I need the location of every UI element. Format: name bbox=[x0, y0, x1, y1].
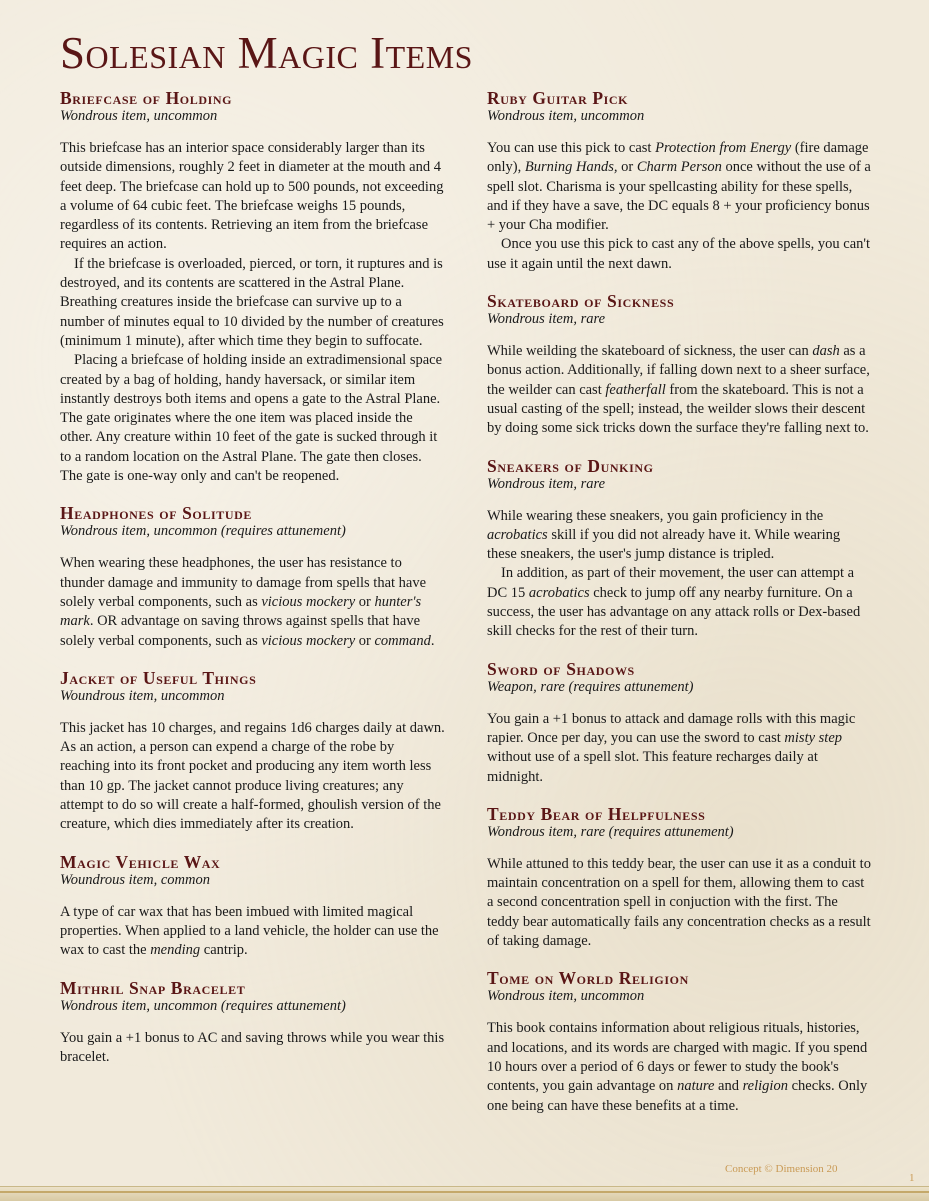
item-name: Teddy Bear of Helpfulness bbox=[487, 803, 706, 824]
item-description bbox=[487, 507, 872, 642]
item-description bbox=[60, 1029, 445, 1068]
item-type: Weapon, rare (requires attunement) bbox=[487, 678, 694, 695]
item-description bbox=[487, 710, 872, 787]
left-column bbox=[60, 88, 445, 1067]
paragraph: Once you use this pick to cast any of the above spells, you can't use it again until the next dawn. bbox=[487, 236, 871, 272]
paragraph: When wearing these headphones, the user has resistance to thunder damage and immunity to damage from spells that have solely verbal components, such as vicious mockery or hunter's mark. OR advantage on saving throws against spells that have solely verbal components, such as vicious mockery or command. bbox=[60, 555, 435, 649]
footer-credit: Concept © Dimension 20 bbox=[725, 1163, 838, 1175]
paragraph: In addition, as part of their movement, the user can attempt a DC 15 acrobatics check to jump off any nearby furniture. On a success, the user has advantage on any attack rolls or Dex-based skill checks for the rest of their turn. bbox=[487, 565, 861, 640]
item-ruby-guitar-pick bbox=[487, 88, 872, 274]
item-skateboard-of-sickness bbox=[487, 291, 872, 438]
paragraph: While weilding the skateboard of sickness, the user can dash as a bonus action. Additionally, if falling down next to a sheer surface, the weilder can cast featherfall from the skateboard. This is not a usual casting of the spell; instead, the weilder slows their descent by doing some sick tricks down the surface they're falling next to. bbox=[487, 343, 870, 437]
item-sword-of-shadows bbox=[487, 659, 872, 787]
item-briefcase-of-holding bbox=[60, 88, 445, 486]
item-description bbox=[60, 554, 445, 650]
paragraph: You can use this pick to cast Protection from Energy (fire damage only), Burning Hands, or Charm Person once without the use of a spell slot. Charisma is your spellcasting ability for these spells, and if they have a save, the DC equals 8 + your proficiency bonus + your Cha modifier. bbox=[487, 140, 871, 234]
item-description bbox=[487, 139, 872, 274]
paragraph: This book contains information about religious rituals, histories, and locations, and its words are charged with magic. If you spend 10 hours over a period of 6 days or fewer to study the book's contents, you gain advantage on nature and religion checks. Only one being can have these benefits at a time. bbox=[487, 1020, 868, 1114]
paragraph: This briefcase has an interior space considerably larger than its outside dimensions, roughly 2 feet in diameter at the mouth and 4 feet deep. The briefcase can hold up to 500 pounds, not exceeding a volume of 64 cubic feet. The briefcase weighs 15 pounds, regardless of its contents. Retrieving an item from the briefcase requires an action. bbox=[60, 140, 444, 253]
item-name: Briefcase of Holding bbox=[60, 88, 233, 108]
paragraph: You gain a +1 bonus to AC and saving throws while you wear this bracelet. bbox=[60, 1029, 445, 1065]
item-type: Wondrous item, rare (requires attunement) bbox=[487, 823, 734, 840]
item-type: Wondrous item, uncommon (requires attunement) bbox=[60, 997, 346, 1014]
item-name: Mithril Snap Bracelet bbox=[60, 977, 246, 998]
item-magic-vehicle-wax bbox=[60, 852, 445, 961]
item-type: Wondrous item, rare bbox=[487, 475, 606, 492]
page-number: 1 bbox=[909, 1172, 915, 1184]
item-type: Woundrous item, uncommon bbox=[60, 687, 225, 704]
item-name: Magic Vehicle Wax bbox=[60, 851, 221, 872]
paragraph: A type of car wax that has been imbued with limited magical properties. When applied to a land vehicle, the holder can use the wax to cast the mending cantrip. bbox=[60, 903, 439, 959]
item-description bbox=[487, 1019, 872, 1115]
item-type: Wondrous item, uncommon bbox=[487, 108, 645, 124]
item-name: Sword of Shadows bbox=[487, 658, 635, 679]
item-tome-on-world-religion bbox=[487, 968, 872, 1115]
item-teddy-bear-of-helpfulness bbox=[487, 804, 872, 951]
item-type: Wondrous item, uncommon bbox=[60, 108, 218, 124]
item-description bbox=[487, 855, 872, 951]
item-description bbox=[60, 719, 445, 835]
paragraph: While attuned to this teddy bear, the user can use it as a conduit to maintain concentration on a spell for them, allowing them to cast a second concentration spell in conjuction with the first. The teddy bear automatically fails any concentration checks as a result of taking damage. bbox=[487, 855, 871, 950]
item-name: Skateboard of Sickness bbox=[487, 291, 675, 312]
item-type: Wondrous item, rare bbox=[487, 311, 606, 328]
item-name: Headphones of Solitude bbox=[60, 503, 252, 524]
footer-ornament bbox=[0, 1186, 929, 1201]
item-mithril-snap-bracelet bbox=[60, 978, 445, 1068]
paragraph: This jacket has 10 charges, and regains 1d6 charges daily at dawn. As an action, a person can expend a charge of the robe by reaching into its front pocket and producing any item worth less than 10 gp. The jacket cannot produce living creatures; any attempt to do so will create a half-formed, ghoulish version of the creature, which dies immediately after its creation. bbox=[60, 719, 445, 833]
item-description bbox=[60, 903, 445, 961]
item-headphones-of-solitude bbox=[60, 503, 445, 650]
paragraph: Placing a briefcase of holding inside an extradimensional space created by a bag of holding, handy haversack, or similar item instantly destroys both items and opens a gate to the Astral Plane. The gate originates where the one item was placed inside the other. Any creature within 10 feet of the gate is sucked through it to a random location on the Astral Plane. The gate then closes. The gate is one-way only and can't be reopened. bbox=[60, 352, 443, 485]
paragraph: While wearing these sneakers, you gain proficiency in the acrobatics skill if you did not already have it. While wearing these sneakers, the user's jump distance is tripled. bbox=[487, 507, 841, 563]
right-column bbox=[487, 88, 872, 1116]
item-type: Wondrous item, uncommon bbox=[487, 988, 645, 1005]
item-name: Ruby Guitar Pick bbox=[487, 88, 629, 108]
item-jacket-of-useful-things bbox=[60, 668, 445, 835]
item-name: Tome on World Religion bbox=[487, 968, 689, 989]
item-type: Woundrous item, common bbox=[60, 871, 210, 888]
page-title: Solesian Magic Items bbox=[60, 28, 473, 78]
item-sneakers-of-dunking bbox=[487, 456, 872, 642]
paragraph: If the briefcase is overloaded, pierced, or torn, it ruptures and is destroyed, and its contents are scattered in the Astral Plane. Breathing creatures inside the briefcase can survive up to a number of minutes equal to 10 divided by the number of creatures (minimum 1 minute), after which time they begin to suffocate. bbox=[60, 255, 444, 349]
item-name: Sneakers of Dunking bbox=[487, 455, 654, 476]
footer-rule-line bbox=[0, 1191, 929, 1193]
item-description bbox=[487, 342, 872, 438]
item-type: Wondrous item, uncommon (requires attunement) bbox=[60, 523, 346, 540]
item-name: Jacket of Useful Things bbox=[60, 667, 257, 688]
paragraph: You gain a +1 bonus to attack and damage rolls with this magic rapier. Once per day, you can use the sword to cast misty step without use of a spell slot. This feature recharges daily at midnight. bbox=[487, 710, 856, 785]
item-description bbox=[60, 139, 445, 486]
